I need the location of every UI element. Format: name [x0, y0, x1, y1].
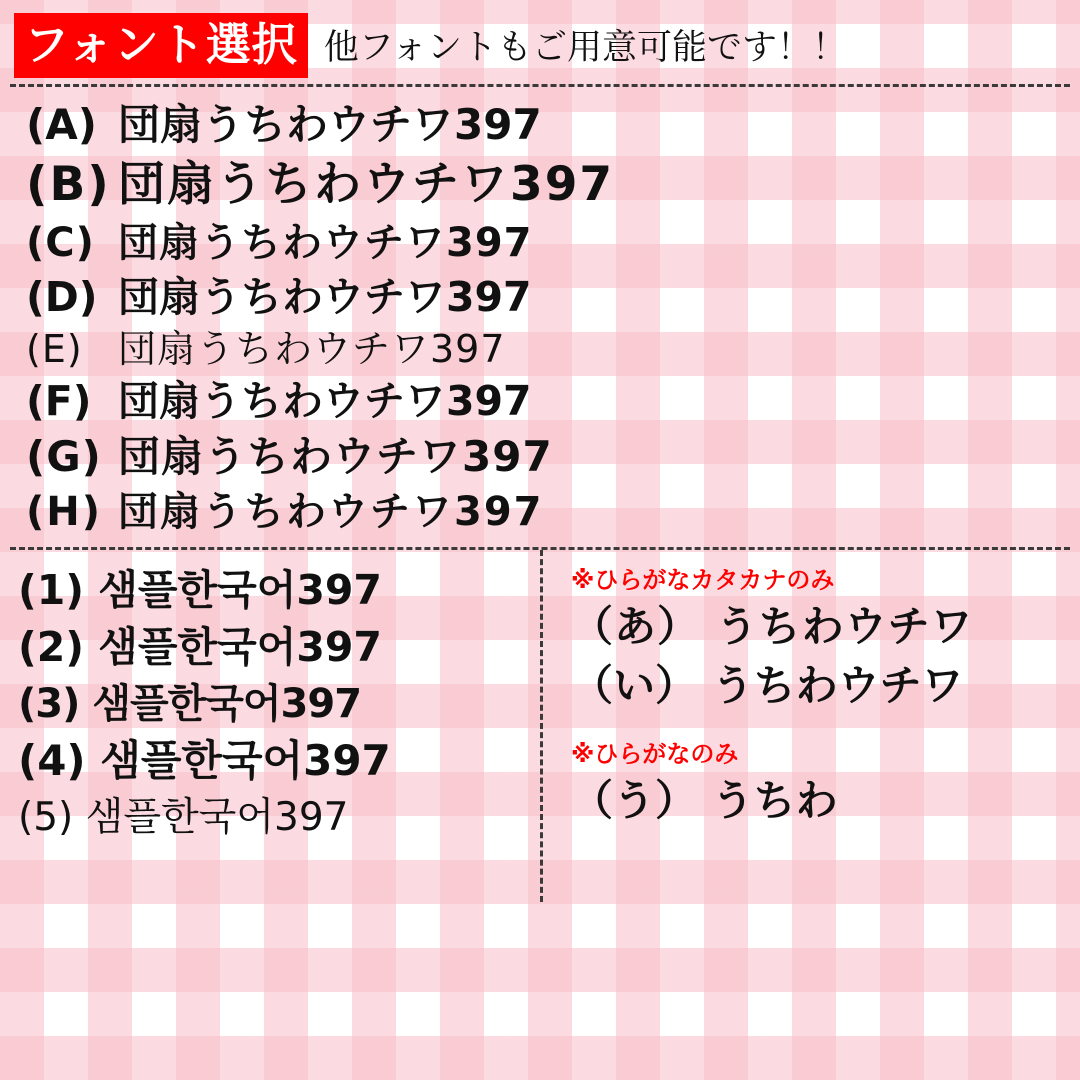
list-item — [0, 375, 1080, 428]
sample-text: 샘플한국어397 — [98, 622, 382, 671]
sample-tag: (4) — [18, 736, 86, 786]
sample-text: 団扇うちわウチワ397 — [118, 157, 615, 213]
list-item — [18, 732, 540, 791]
sample-tag: (D) — [26, 272, 98, 321]
list-item — [0, 485, 1080, 540]
sample-tag: (F) — [26, 376, 92, 425]
sample-tag: （い） — [571, 661, 698, 711]
list-item — [18, 619, 540, 676]
sample-text: 団扇うちわウチワ397 — [118, 489, 544, 536]
kana-note: ※ひらがなカタカナのみ — [571, 565, 835, 594]
sample-text: 샘플한국어397 — [85, 795, 349, 841]
list-item — [0, 324, 1080, 375]
korean-sample-list — [0, 550, 540, 902]
sample-tag: （う） — [571, 775, 698, 825]
list-item — [18, 791, 540, 846]
sample-text: 団扇うちわウチワ397 — [118, 327, 506, 372]
list-item — [571, 771, 1080, 831]
sample-text: 団扇うちわウチワ397 — [118, 272, 532, 321]
sample-tag: (3) — [18, 681, 80, 728]
sample-tag: (1) — [18, 565, 85, 614]
list-item — [0, 270, 1080, 324]
sample-text: 샘플한국어397 — [92, 681, 362, 728]
header-badge: フォント選択 — [14, 13, 308, 78]
hiragana-note: ※ひらがなのみ — [571, 739, 739, 768]
sample-tag: （あ） — [571, 601, 701, 651]
sample-text: うちわウチワ — [711, 661, 964, 711]
sample-tag: (5) — [18, 795, 74, 841]
sample-tag: (C) — [26, 220, 95, 267]
sample-tag: (A) — [26, 100, 97, 149]
list-item — [571, 597, 1080, 657]
sample-tag: (B) — [26, 157, 111, 213]
list-item — [0, 428, 1080, 485]
sample-tag: (E) — [26, 327, 83, 372]
sample-text: 団扇うちわウチワ397 — [118, 100, 542, 149]
kana-sample-section — [540, 550, 1080, 902]
header-note: 他フォントもご用意可能です！！ — [323, 28, 848, 68]
sample-text: 샘플한국어397 — [98, 565, 382, 614]
sample-tag: (G) — [26, 432, 102, 482]
japanese-sample-list — [0, 87, 1080, 547]
sample-tag: (2) — [18, 622, 85, 671]
spacer — [571, 716, 1080, 734]
sample-text: 샘플한국어397 — [100, 736, 391, 786]
sample-text: うちわ — [711, 775, 838, 825]
sample-tag: (H) — [26, 489, 103, 536]
list-item — [0, 153, 1080, 217]
list-item — [18, 676, 540, 732]
sample-text: うちわウチワ — [715, 601, 974, 651]
sample-text: 団扇うちわウチワ397 — [118, 432, 553, 482]
header — [0, 0, 1080, 84]
sample-text: 団扇うちわウチワ397 — [118, 376, 532, 425]
bottom-section — [0, 550, 1080, 902]
list-item — [0, 97, 1080, 153]
list-item — [18, 562, 540, 619]
sample-text: 団扇うちわウチワ397 — [118, 220, 533, 267]
list-item — [0, 217, 1080, 270]
list-item — [571, 656, 1080, 716]
